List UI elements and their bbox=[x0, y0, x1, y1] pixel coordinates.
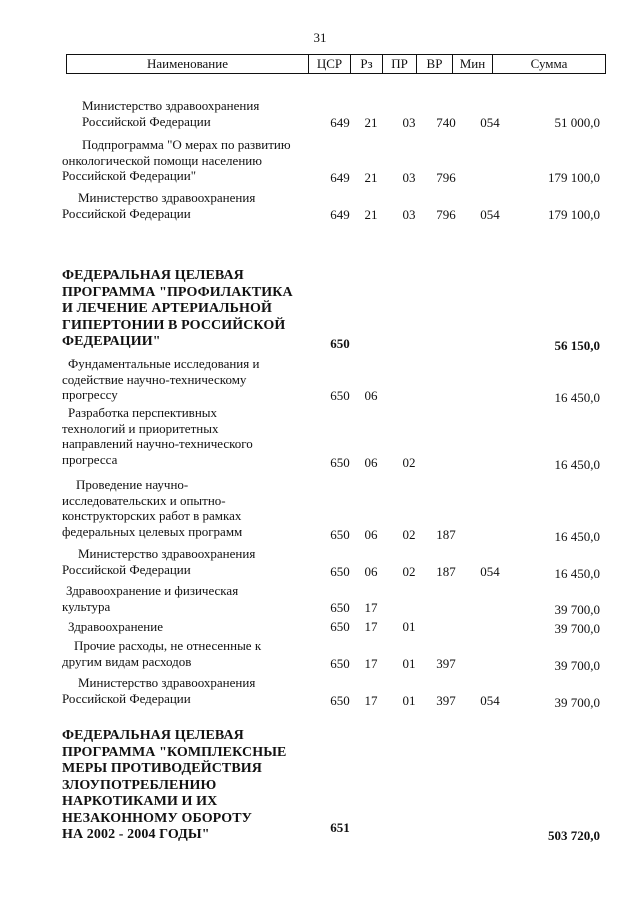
row-csr: 650 bbox=[330, 693, 350, 708]
row-name: Разработка перспективных технологий и приоритетных направлений научно-технического прогресса bbox=[62, 405, 253, 467]
row-rz: 17 bbox=[364, 619, 378, 634]
row-rz: 17 bbox=[364, 656, 378, 671]
row-name: Министерство здравоохранения Российской Федерации bbox=[82, 98, 260, 129]
row-csr: 649 bbox=[330, 170, 350, 185]
row-name: Министерство здравоохранения Российской Федерации bbox=[62, 190, 256, 221]
row-name: Министерство здравоохранения Российской Федерации bbox=[62, 546, 256, 577]
row-pr: 03 bbox=[402, 207, 416, 222]
row-sum: 16 450,0 bbox=[554, 457, 600, 472]
header-name: Наименование bbox=[67, 55, 309, 73]
row-sum: 56 150,0 bbox=[554, 338, 600, 353]
row-pr: 01 bbox=[402, 619, 416, 634]
row-name: ФЕДЕРАЛЬНАЯ ЦЕЛЕВАЯ ПРОГРАММА "ПРОФИЛАКТИКА И ЛЕЧЕНИЕ АРТЕРИАЛЬНОЙ ГИПЕРТОНИИ В РОССИЙСКОЙ ФЕДЕРАЦИИ" bbox=[62, 268, 293, 349]
row-csr: 650 bbox=[330, 619, 350, 634]
row-sum: 51 000,0 bbox=[554, 115, 600, 130]
table-header bbox=[66, 54, 606, 74]
row-pr: 02 bbox=[402, 564, 416, 579]
header-rz: Рз bbox=[351, 55, 383, 73]
row-sum: 179 100,0 bbox=[548, 207, 600, 222]
row-sum: 503 720,0 bbox=[548, 828, 600, 843]
row-rz: 06 bbox=[364, 564, 378, 579]
row-vr: 397 bbox=[436, 656, 456, 671]
row-csr: 650 bbox=[330, 527, 350, 542]
page-number: 31 bbox=[313, 30, 327, 45]
row-vr: 796 bbox=[436, 170, 456, 185]
row-name: Прочие расходы, не отнесенные к другим видам расходов bbox=[62, 638, 262, 669]
row-rz: 21 bbox=[364, 170, 378, 185]
header-vr: ВР bbox=[417, 55, 453, 73]
row-pr: 02 bbox=[402, 455, 416, 470]
row-name: ФЕДЕРАЛЬНАЯ ЦЕЛЕВАЯ ПРОГРАММА "КОМПЛЕКСНЫЕ МЕРЫ ПРОТИВОДЕЙСТВИЯ ЗЛОУПОТРЕБЛЕНИЮ НАРКОТИКАМИ И ИХ НЕЗАКОННОМУ ОБОРОТУ НА 2002 - 2004 ГОДЫ" bbox=[62, 728, 287, 842]
header-sum: Сумма bbox=[530, 56, 568, 71]
header-pr: ПР bbox=[383, 55, 417, 73]
row-name: Министерство здравоохранения Российской Федерации bbox=[62, 675, 256, 706]
row-vr: 796 bbox=[436, 207, 456, 222]
row-sum: 39 700,0 bbox=[554, 695, 600, 710]
row-min: 054 bbox=[480, 115, 500, 130]
row-vr: 187 bbox=[436, 527, 456, 542]
row-csr: 649 bbox=[330, 207, 350, 222]
row-sum: 16 450,0 bbox=[554, 566, 600, 581]
row-csr: 650 bbox=[330, 455, 350, 470]
row-vr: 740 bbox=[436, 115, 456, 130]
row-sum: 179 100,0 bbox=[548, 170, 600, 185]
row-csr: 650 bbox=[330, 388, 350, 403]
row-csr: 649 bbox=[330, 115, 350, 130]
row-pr: 01 bbox=[402, 693, 416, 708]
row-sum: 16 450,0 bbox=[554, 390, 600, 405]
row-csr: 651 bbox=[330, 820, 350, 835]
row-name: Проведение научно- исследовательских и опытно- конструкторских работ в рамках федеральных целевых программ bbox=[62, 477, 243, 539]
row-csr: 650 bbox=[330, 336, 350, 351]
row-name: Подпрограмма "О мерах по развитию онкологической помощи населению Российской Федерации" bbox=[62, 137, 291, 184]
row-sum: 39 700,0 bbox=[554, 602, 600, 617]
row-name: Здравоохранение bbox=[68, 619, 163, 634]
row-csr: 650 bbox=[330, 564, 350, 579]
row-vr: 397 bbox=[436, 693, 456, 708]
row-name: Фундаментальные исследования и содействие научно-техническому прогрессу bbox=[62, 356, 260, 403]
header-min: Мин bbox=[453, 55, 493, 73]
row-rz: 06 bbox=[364, 388, 378, 403]
row-name: Здравоохранение и физическая культура bbox=[62, 583, 239, 614]
row-min: 054 bbox=[480, 564, 500, 579]
row-rz: 06 bbox=[364, 527, 378, 542]
row-sum: 39 700,0 bbox=[554, 621, 600, 636]
row-rz: 06 bbox=[364, 455, 378, 470]
row-rz: 21 bbox=[364, 115, 378, 130]
row-rz: 21 bbox=[364, 207, 378, 222]
row-pr: 02 bbox=[402, 527, 416, 542]
row-csr: 650 bbox=[330, 656, 350, 671]
header-csr: ЦСР bbox=[309, 55, 351, 73]
row-sum: 39 700,0 bbox=[554, 658, 600, 673]
row-sum: 16 450,0 bbox=[554, 529, 600, 544]
row-pr: 03 bbox=[402, 170, 416, 185]
row-rz: 17 bbox=[364, 600, 378, 615]
row-min: 054 bbox=[480, 693, 500, 708]
row-vr: 187 bbox=[436, 564, 456, 579]
row-rz: 17 bbox=[364, 693, 378, 708]
row-min: 054 bbox=[480, 207, 500, 222]
row-pr: 01 bbox=[402, 656, 416, 671]
row-pr: 03 bbox=[402, 115, 416, 130]
row-csr: 650 bbox=[330, 600, 350, 615]
